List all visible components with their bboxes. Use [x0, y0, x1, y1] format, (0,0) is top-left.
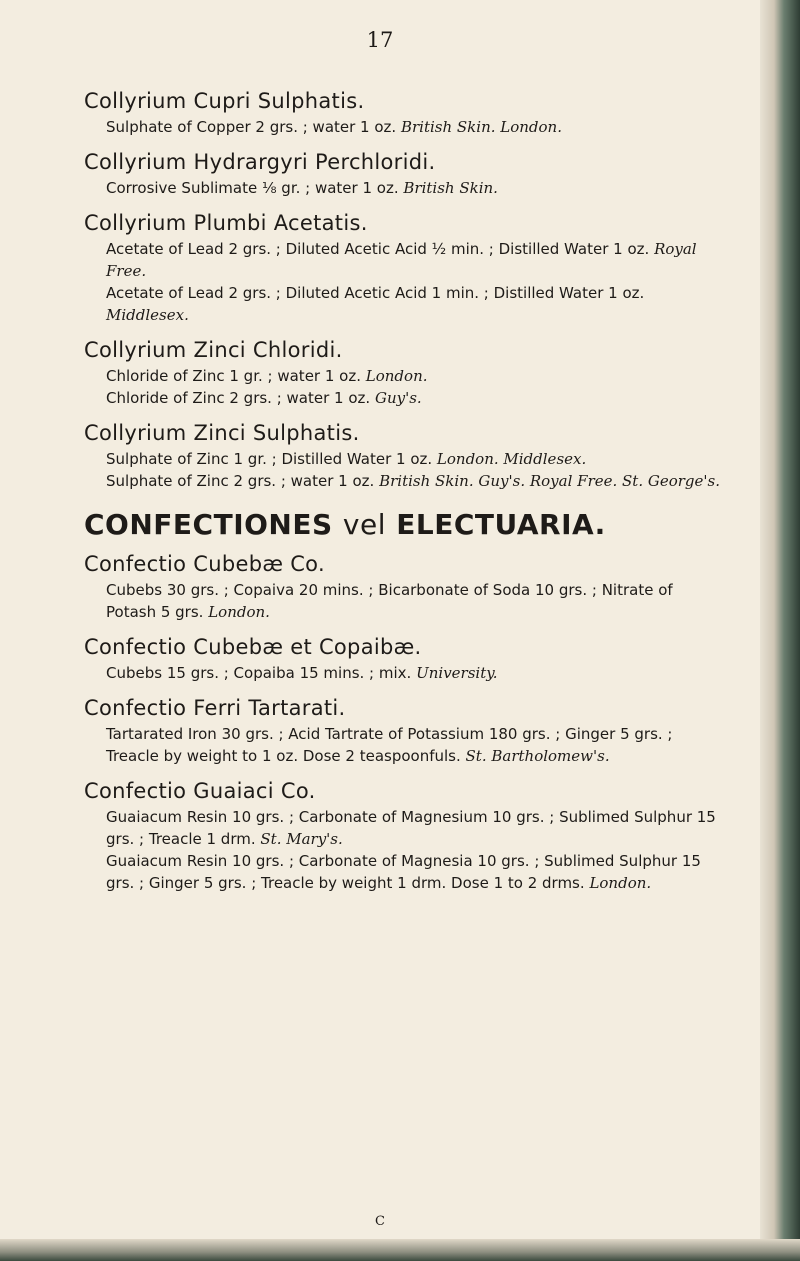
formula-title: Collyrium Zinci Chloridi.	[84, 338, 343, 362]
formula-recipe	[84, 723, 724, 767]
formula-recipe	[84, 662, 724, 684]
formula-entry	[84, 776, 724, 894]
recipe-text: Chloride of Zinc 2 grs. ; water 1 oz.	[106, 389, 371, 407]
recipe-source: Royal Free.	[106, 240, 697, 280]
recipe-source: London.	[208, 603, 270, 621]
recipe-source: British Skin. Guy's. Royal Free. St. George's.	[379, 472, 720, 490]
recipe-text: Acetate of Lead 2 grs. ; Diluted Acetic Acid ½ min. ; Distilled Water 1 oz.	[106, 240, 650, 258]
formula-entry	[84, 86, 724, 138]
recipe-source: London.	[589, 874, 652, 892]
page-content	[84, 86, 724, 903]
recipe-source: London.	[365, 367, 428, 385]
formula-title: Collyrium Plumbi Acetatis.	[84, 211, 368, 235]
formula-title: Confectio Cubebæ et Copaibæ.	[84, 635, 422, 659]
collyria-list	[84, 86, 724, 492]
recipe-text: Sulphate of Copper 2 grs. ; water 1 oz.	[106, 118, 397, 136]
section-title-vel: vel	[342, 508, 386, 541]
formula-title: Collyrium Hydrargyri Perchloridi.	[84, 150, 436, 174]
formula-recipe	[84, 387, 724, 409]
formula-recipe	[84, 448, 724, 470]
formula-entry	[84, 693, 724, 767]
recipe-source: British Skin.	[403, 179, 498, 197]
recipe-source: Guy's.	[374, 389, 422, 407]
confectiones-list	[84, 549, 724, 894]
formula-recipe	[84, 470, 724, 492]
formula-entry	[84, 147, 724, 199]
recipe-source: St. Mary's.	[260, 830, 343, 848]
recipe-source: Middlesex.	[106, 306, 189, 324]
recipe-text: Corrosive Sublimate ⅛ gr. ; water 1 oz.	[106, 179, 399, 197]
formula-recipe	[84, 365, 724, 387]
section-title-main: CONFECTIONES	[84, 508, 333, 541]
recipe-text: Cubebs 30 grs. ; Copaiva 20 mins. ; Bicarbonate of Soda 10 grs. ; Nitrate of Potash 5 grs.	[106, 581, 673, 621]
section-title-alt: ELECTUARIA.	[396, 508, 606, 541]
recipe-text: Tartarated Iron 30 grs. ; Acid Tartrate of Potassium 180 grs. ; Ginger 5 grs. ; Treacle by weight to 1 oz. Dose 2 teaspoonfuls.	[106, 725, 673, 765]
formula-entry	[84, 549, 724, 623]
formula-entry	[84, 418, 724, 492]
formula-title: Collyrium Cupri Sulphatis.	[84, 89, 365, 113]
formula-entry	[84, 208, 724, 326]
formula-title: Collyrium Zinci Sulphatis.	[84, 421, 360, 445]
formula-recipe	[84, 806, 724, 850]
formula-recipe	[84, 177, 724, 199]
formula-recipe	[84, 282, 724, 326]
recipe-text: Cubebs 15 grs. ; Copaiba 15 mins. ; mix.	[106, 664, 412, 682]
formula-entry	[84, 632, 724, 684]
formula-recipe	[84, 850, 724, 894]
section-title	[84, 508, 724, 541]
book-binding-edge	[760, 0, 800, 1261]
formula-recipe	[84, 116, 724, 138]
recipe-text: Sulphate of Zinc 2 grs. ; water 1 oz.	[106, 472, 375, 490]
formula-title: Confectio Cubebæ Co.	[84, 552, 325, 576]
recipe-source: St. Bartholomew's.	[465, 747, 610, 765]
formula-entry	[84, 335, 724, 409]
signature-mark: C	[375, 1214, 385, 1229]
recipe-text: Guaiacum Resin 10 grs. ; Carbonate of Magnesium 10 grs. ; Sublimed Sulphur 15 grs. ; Treacle 1 drm.	[106, 808, 716, 848]
recipe-text: Sulphate of Zinc 1 gr. ; Distilled Water 1 oz.	[106, 450, 433, 468]
recipe-source: London. Middlesex.	[436, 450, 587, 468]
recipe-source: British Skin. London.	[400, 118, 562, 136]
formula-title: Confectio Ferri Tartarati.	[84, 696, 346, 720]
recipe-text: Acetate of Lead 2 grs. ; Diluted Acetic Acid 1 min. ; Distilled Water 1 oz.	[106, 284, 645, 302]
recipe-source: University.	[416, 664, 498, 682]
page-bottom-edge	[0, 1239, 800, 1261]
formula-recipe	[84, 238, 724, 282]
formula-recipe	[84, 579, 724, 623]
recipe-text: Chloride of Zinc 1 gr. ; water 1 oz.	[106, 367, 361, 385]
formula-title: Confectio Guaiaci Co.	[84, 779, 316, 803]
page-number: 17	[366, 28, 394, 52]
recipe-text: Guaiacum Resin 10 grs. ; Carbonate of Magnesia 10 grs. ; Sublimed Sulphur 15 grs. ; Ginger 5 grs. ; Treacle by weight 1 drm. Dose 1 to 2 drms.	[106, 852, 701, 892]
